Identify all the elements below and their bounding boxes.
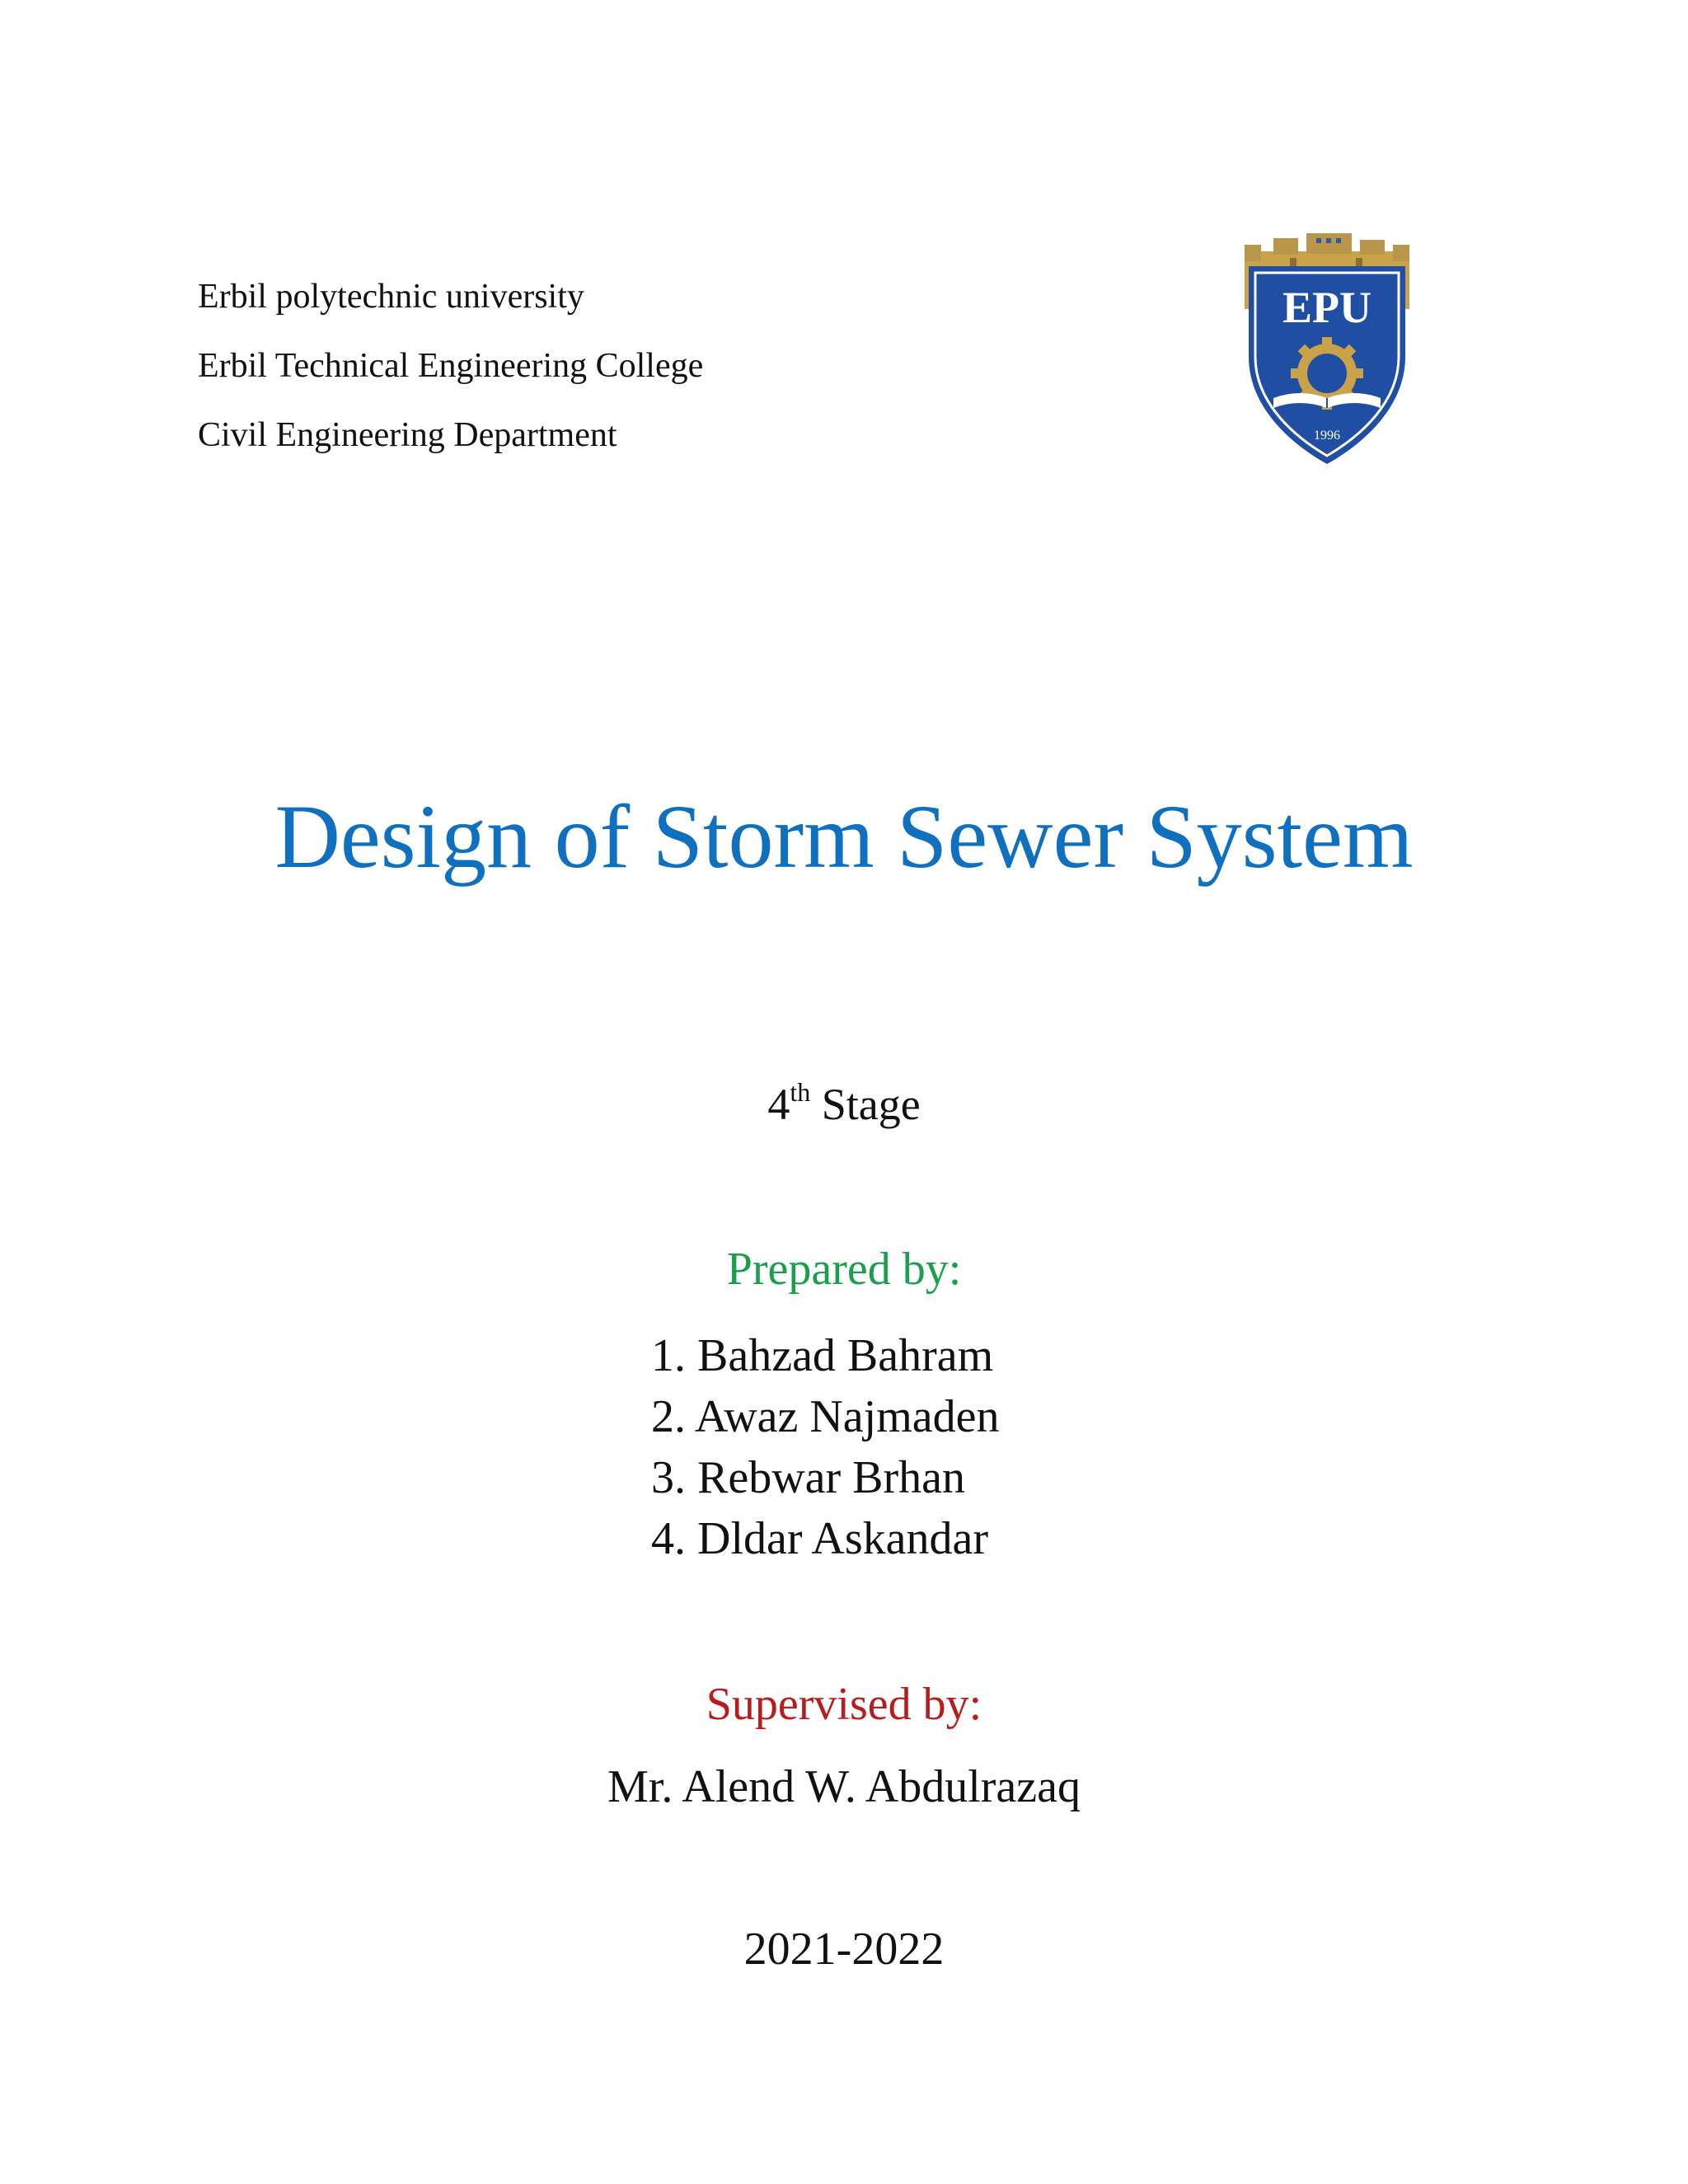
stage-line [0,1076,1688,1133]
report-title: Design of Storm Sewer System [274,786,1414,887]
logo-text: EPU [1282,283,1372,332]
department-name: Civil Engineering Department [198,416,617,454]
author-list [651,1325,1000,1569]
epu-shield-logo-icon [1240,233,1414,468]
list-item: 2. Awaz Najmaden [651,1391,1000,1442]
university-name: Erbil polytechnic university [198,278,584,316]
stage-suffix: th [790,1077,811,1107]
stage-label: Stage [821,1080,921,1129]
list-item: 4. Dldar Askandar [651,1513,989,1564]
supervisor-name: Mr. Alend W. Abdulrazaq [607,1761,1081,1812]
institution-header [198,262,703,470]
list-item: 3. Rebwar Brhan [651,1452,966,1503]
prepared-by-label: Prepared by: [726,1244,962,1295]
college-name: Erbil Technical Engineering College [198,347,704,385]
academic-year: 2021-2022 [743,1924,945,1975]
logo-year: 1996 [1314,429,1340,443]
stage-number: 4 [767,1080,790,1129]
list-item: 1. Bahzad Bahram [651,1330,994,1381]
supervised-by-label: Supervised by: [706,1679,982,1730]
